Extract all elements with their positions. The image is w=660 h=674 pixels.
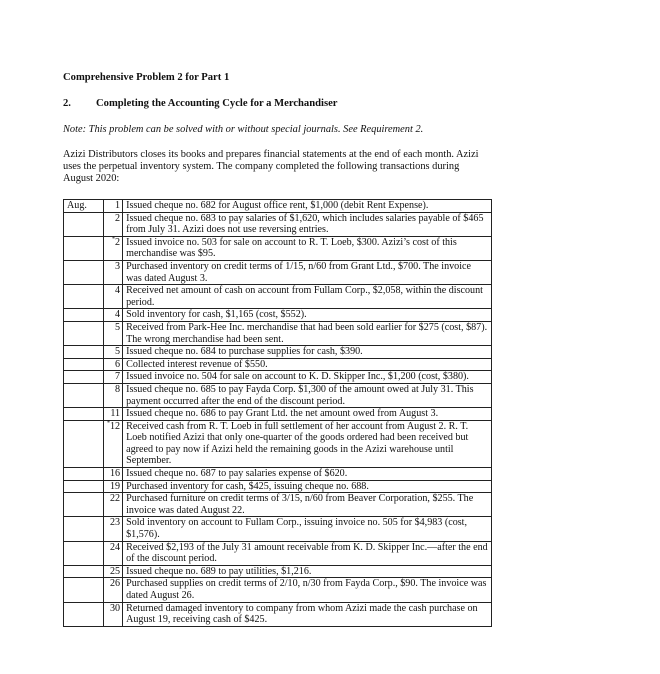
- transaction-day: 4: [104, 285, 123, 309]
- transaction-day: 3: [104, 260, 123, 284]
- transaction-day: 22: [104, 493, 123, 517]
- transaction-day: *2: [104, 236, 123, 260]
- transaction-month: [64, 565, 104, 578]
- transaction-description: Issued invoice no. 504 for sale on account to K. D. Skipper Inc., $1,200 (cost, $380).: [123, 371, 492, 384]
- transaction-day: 23: [104, 517, 123, 541]
- transaction-row: [64, 493, 492, 517]
- section-number: 2.: [63, 98, 71, 109]
- transaction-row: [64, 212, 492, 236]
- transaction-month: [64, 517, 104, 541]
- asterisk-mark: *: [112, 236, 116, 243]
- section-heading: [63, 97, 337, 110]
- transaction-month: [64, 371, 104, 384]
- transaction-row: [64, 578, 492, 602]
- transaction-description: Issued invoice no. 503 for sale on account to R. T. Loeb, $300. Azizi’s cost of this merchandise was $95.: [123, 236, 492, 260]
- transaction-row: [64, 517, 492, 541]
- transaction-description: Purchased inventory for cash, $425, issuing cheque no. 688.: [123, 480, 492, 493]
- transaction-day: 25: [104, 565, 123, 578]
- transaction-day: 1: [104, 200, 123, 213]
- transaction-description: Issued cheque no. 685 to pay Fayda Corp. $1,300 of the amount owed at July 31. This payment occurred after the end of the discount period.: [123, 383, 492, 407]
- transaction-description: Returned damaged inventory to company from whom Azizi made the cash purchase on August 19, receiving cash of $425.: [123, 602, 492, 626]
- transaction-row: [64, 358, 492, 371]
- transaction-month: Aug.: [64, 200, 104, 213]
- transaction-day: *12: [104, 420, 123, 467]
- transaction-month: [64, 493, 104, 517]
- transaction-description: Sold inventory for cash, $1,165 (cost, $552).: [123, 309, 492, 322]
- transaction-description: Received from Park-Hee Inc. merchandise that had been sold earlier for $275 (cost, $87). The wrong merchandise had been sent.: [123, 321, 492, 345]
- transaction-row: [64, 565, 492, 578]
- transaction-description: Issued cheque no. 686 to pay Grant Ltd. the net amount owed from August 3.: [123, 408, 492, 421]
- transaction-day: 24: [104, 541, 123, 565]
- transaction-description: Issued cheque no. 682 for August office rent, $1,000 (debit Rent Expense).: [123, 200, 492, 213]
- transaction-row: [64, 602, 492, 626]
- transaction-row: [64, 420, 492, 467]
- transaction-description: Sold inventory on account to Fullam Corp., issuing invoice no. 505 for $4,983 (cost, $1,576).: [123, 517, 492, 541]
- transaction-row: [64, 309, 492, 322]
- problem-note: Note: This problem can be solved with or without special journals. See Requirement 2.: [63, 124, 424, 135]
- transaction-month: [64, 236, 104, 260]
- transaction-row: [64, 383, 492, 407]
- transaction-month: [64, 321, 104, 345]
- transaction-month: [64, 578, 104, 602]
- transaction-row: [64, 346, 492, 359]
- transaction-month: [64, 468, 104, 481]
- transaction-day: 5: [104, 321, 123, 345]
- transaction-month: [64, 285, 104, 309]
- transactions-table: [63, 199, 492, 627]
- transaction-description: Issued cheque no. 687 to pay salaries expense of $620.: [123, 468, 492, 481]
- transaction-description: Issued cheque no. 683 to pay salaries of $1,620, which includes salaries payable of $465 from July 31. Azizi does not use reversing entries.: [123, 212, 492, 236]
- transaction-month: [64, 420, 104, 467]
- transaction-row: [64, 408, 492, 421]
- transaction-description: Received cash from R. T. Loeb in full settlement of her account from August 2. R. T. Loeb notified Azizi that only one-quarter of the goods ordered had been received but agreed to pay now if Azizi held the remaining goods in the Azizi warehouse until September.: [123, 420, 492, 467]
- transaction-month: [64, 212, 104, 236]
- transaction-day: 5: [104, 346, 123, 359]
- intro-paragraph: Azizi Distributors closes its books and prepares financial statements at the end of each month. Azizi uses the perpetual inventory system. The company completed the following transactions during August 2020:: [63, 149, 479, 185]
- transaction-month: [64, 260, 104, 284]
- transaction-day: 26: [104, 578, 123, 602]
- transaction-row: [64, 285, 492, 309]
- section-title: Completing the Accounting Cycle for a Merchandiser: [96, 98, 338, 109]
- transaction-row: [64, 480, 492, 493]
- transaction-row: [64, 260, 492, 284]
- problem-title: Comprehensive Problem 2 for Part 1: [63, 72, 230, 83]
- transaction-month: [64, 383, 104, 407]
- transaction-month: [64, 480, 104, 493]
- transaction-month: [64, 309, 104, 322]
- transaction-row: [64, 236, 492, 260]
- transaction-row: [64, 321, 492, 345]
- transaction-day: 11: [104, 408, 123, 421]
- transaction-month: [64, 602, 104, 626]
- transaction-description: Received $2,193 of the July 31 amount receivable from K. D. Skipper Inc.—after the end of the discount period.: [123, 541, 492, 565]
- transaction-row: [64, 541, 492, 565]
- transaction-row: [64, 468, 492, 481]
- transaction-day: 2: [104, 212, 123, 236]
- transaction-description: Purchased supplies on credit terms of 2/10, n/30 from Fayda Corp., $90. The invoice was dated August 26.: [123, 578, 492, 602]
- transaction-day: 7: [104, 371, 123, 384]
- transaction-month: [64, 408, 104, 421]
- transaction-description: Received net amount of cash on account from Fullam Corp., $2,058, within the discount period.: [123, 285, 492, 309]
- transaction-month: [64, 346, 104, 359]
- transaction-month: [64, 541, 104, 565]
- transaction-row: [64, 200, 492, 213]
- transaction-day: 4: [104, 309, 123, 322]
- transaction-description: Purchased furniture on credit terms of 3/15, n/60 from Beaver Corporation, $255. The invoice was dated August 22.: [123, 493, 492, 517]
- transaction-description: Issued cheque no. 689 to pay utilities, $1,216.: [123, 565, 492, 578]
- asterisk-mark: *: [107, 420, 110, 427]
- transaction-description: Purchased inventory on credit terms of 1/15, n/60 from Grant Ltd., $700. The invoice was dated August 3.: [123, 260, 492, 284]
- transaction-month: [64, 358, 104, 371]
- transaction-day: 16: [104, 468, 123, 481]
- transaction-day: 8: [104, 383, 123, 407]
- transaction-description: Issued cheque no. 684 to purchase supplies for cash, $390.: [123, 346, 492, 359]
- transaction-row: [64, 371, 492, 384]
- transaction-description: Collected interest revenue of $550.: [123, 358, 492, 371]
- transaction-day: 19: [104, 480, 123, 493]
- transaction-day: 30: [104, 602, 123, 626]
- transaction-day: 6: [104, 358, 123, 371]
